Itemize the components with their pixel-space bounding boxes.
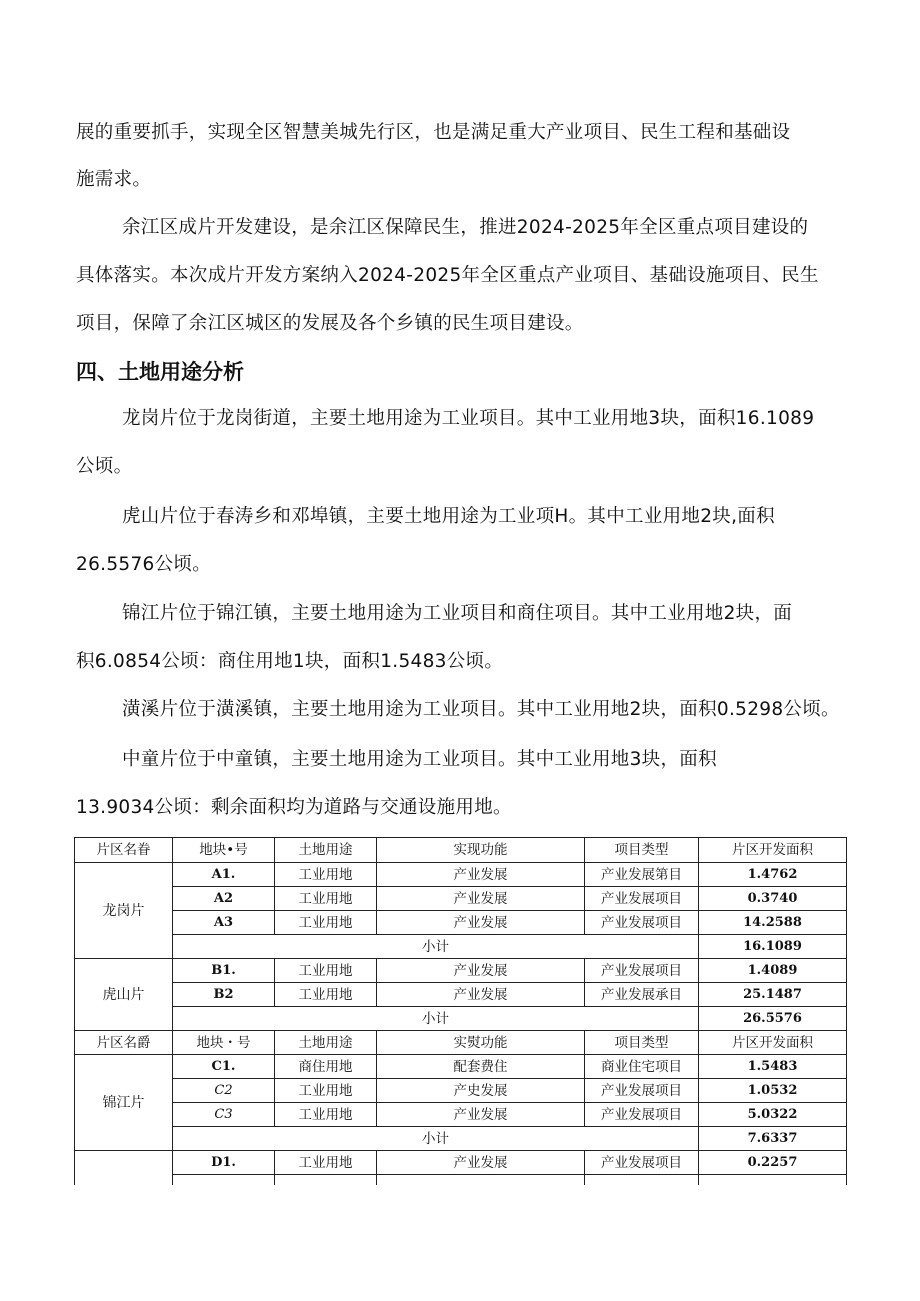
table-row	[75, 1151, 847, 1175]
paragraph-line: 龙岗片位于龙岗街道，主要土地用途为工业项目。其中工业用地3块，面积16.1089	[122, 408, 815, 429]
header-cell: 片区开发面积	[699, 838, 847, 863]
parcel-code: D1.	[173, 1151, 275, 1175]
table-header-row	[75, 1031, 847, 1055]
subtotal-label: 小计	[173, 935, 699, 959]
paragraph-line: 26.5576公顷。	[76, 554, 212, 575]
header-cell: 片区名爵	[75, 1031, 173, 1055]
table-header-row	[75, 838, 847, 863]
parcel-code: A2	[173, 887, 275, 911]
header-cell: 项目类型	[585, 1031, 699, 1055]
function: 产业发展	[377, 887, 585, 911]
area-value: 0.2257	[699, 1151, 847, 1175]
area-value: 1.4089	[699, 959, 847, 983]
project-type: 产业发展项目	[585, 1151, 699, 1175]
project-type: 商业住宅项目	[585, 1055, 699, 1079]
header-cell: 土地用途	[275, 1031, 377, 1055]
district-name: 虎山片	[75, 959, 173, 1031]
paragraph-line: 展的重要抓手，实现全区智慧美城先行区，也是满足重大产业项目、民生工程和基础设	[76, 122, 791, 143]
function: 配套费住	[377, 1055, 585, 1079]
project-type: 产业发展承目	[585, 983, 699, 1007]
land-use: 工业用地	[275, 887, 377, 911]
subtotal-row	[75, 935, 847, 959]
parcel-code: A1.	[173, 863, 275, 887]
function: 产业发展	[377, 983, 585, 1007]
function: 产业发展	[377, 911, 585, 935]
header-cell: 土地用途	[275, 838, 377, 863]
area-value: 0.3740	[699, 887, 847, 911]
land-use: 工业用地	[275, 863, 377, 887]
paragraph-line: 余江区成片开发建设，是余江区保障民生，推进2024-2025年全区重点项目建设的	[122, 217, 809, 238]
header-cell: 片区名眷	[75, 838, 173, 863]
header-cell: 地块•号	[173, 838, 275, 863]
parcel-code: B2	[173, 983, 275, 1007]
subtotal-value: 7.6337	[699, 1127, 847, 1151]
parcel-code: A3	[173, 911, 275, 935]
parcel-code: B1.	[173, 959, 275, 983]
area-value: 14.2588	[699, 911, 847, 935]
paragraph-line: 施需求。	[76, 169, 152, 190]
table-row	[75, 983, 847, 1007]
header-cell: 地块・号	[173, 1031, 275, 1055]
table-row	[75, 1079, 847, 1103]
subtotal-value: 16.1089	[699, 935, 847, 959]
function: 产业发展	[377, 863, 585, 887]
area-value: 5.0322	[699, 1103, 847, 1127]
land-use: 工业用地	[275, 959, 377, 983]
project-type: 产业发展项目	[585, 887, 699, 911]
header-cell: 实现功能	[377, 838, 585, 863]
table-row	[75, 1055, 847, 1079]
table-row	[75, 911, 847, 935]
subtotal-row	[75, 1007, 847, 1031]
land-use: 工业用地	[275, 1103, 377, 1127]
area-value: 25.1487	[699, 983, 847, 1007]
project-type: 产业发展项目	[585, 959, 699, 983]
project-type: 产业发展项目	[585, 911, 699, 935]
header-cell: 项目类型	[585, 838, 699, 863]
land-use-table	[74, 837, 847, 1199]
land-use: 商住用地	[275, 1055, 377, 1079]
land-use: 工业用地	[275, 1151, 377, 1175]
function: 产业发展	[377, 959, 585, 983]
area-value: 1.4762	[699, 863, 847, 887]
land-use: 工业用地	[275, 1079, 377, 1103]
paragraph-line: 锦江片位于锦江镇，主要土地用途为工业项目和商住项目。其中工业用地2块，面	[122, 603, 793, 624]
function: 产业发展	[377, 1151, 585, 1175]
parcel-code: C1.	[173, 1055, 275, 1079]
subtotal-row	[75, 1127, 847, 1151]
subtotal-label: 小计	[173, 1127, 699, 1151]
function: 产业发展	[377, 1103, 585, 1127]
paragraph-line: 虎山片位于春涛乡和邓埠镇，主要土地用途为工业项H。其中工业用地2块,面积	[122, 506, 775, 527]
land-use: 工业用地	[275, 911, 377, 935]
paragraph-line: 中童片位于中童镇，主要土地用途为工业项目。其中工业用地3块，面积	[122, 749, 717, 770]
table-row	[75, 887, 847, 911]
section-heading: 四、土地用途分析	[76, 360, 244, 384]
paragraph-line: 积6.0854公顷：商住用地1块，面积1.5483公顷。	[76, 651, 504, 672]
area-value: 1.0532	[699, 1079, 847, 1103]
paragraph-line: 潢溪片位于潢溪镇，主要土地用途为工业项目。其中工业用地2块，面积0.5298公顷。	[122, 699, 840, 720]
district-name: 龙岗片	[75, 863, 173, 959]
table-row	[75, 863, 847, 887]
land-use: 工业用地	[275, 983, 377, 1007]
header-cell: 片区开发面积	[699, 1031, 847, 1055]
project-type: 产业发展第目	[585, 863, 699, 887]
function: 产史发展	[377, 1079, 585, 1103]
table-row	[75, 959, 847, 983]
project-type: 产业发展项目	[585, 1103, 699, 1127]
parcel-code: C2	[173, 1079, 275, 1103]
subtotal-value: 26.5576	[699, 1007, 847, 1031]
paragraph-line: 公顷。	[76, 456, 133, 477]
district-name: 锦江片	[75, 1055, 173, 1151]
area-value: 1.5483	[699, 1055, 847, 1079]
paragraph-line: 项目，保障了余江区城区的发展及各个乡镇的民生项目建设。	[76, 313, 584, 334]
subtotal-label: 小计	[173, 1007, 699, 1031]
project-type: 产业发展项目	[585, 1079, 699, 1103]
paragraph-line: 13.9034公顷：剩余面积均为道路与交通设施用地。	[76, 797, 512, 818]
paragraph-line: 具体落实。本次成片开发方案纳入2024-2025年全区重点产业项目、基础设施项目、民生	[76, 265, 819, 286]
parcel-code: C3	[173, 1103, 275, 1127]
page-bottom-margin	[72, 1185, 852, 1301]
header-cell: 实熨功能	[377, 1031, 585, 1055]
table-row	[75, 1103, 847, 1127]
